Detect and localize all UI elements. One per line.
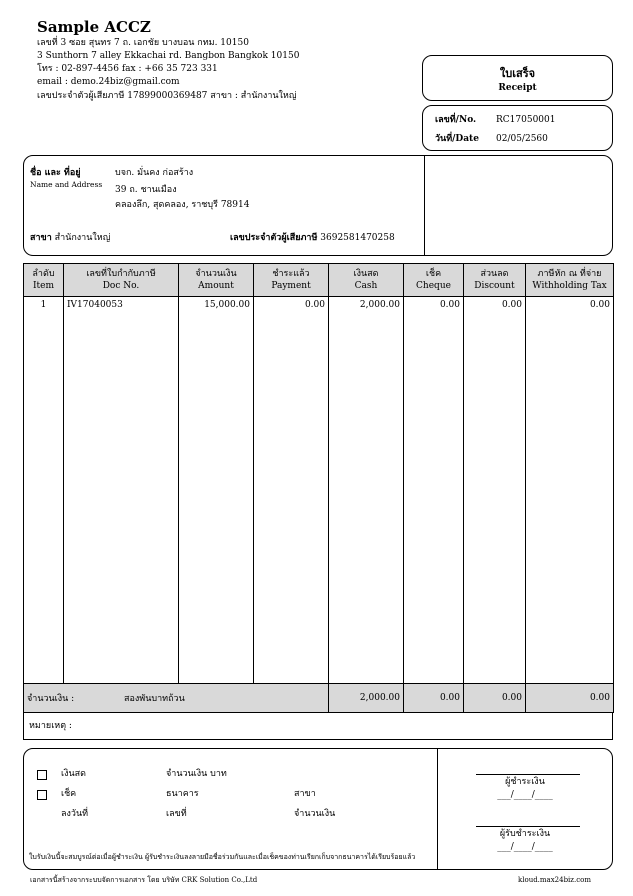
customer-address-2: คลองลึก, สุดคลอง, ราชบุรี 78914 [115,200,250,210]
doc-info-box [422,105,613,151]
company-tax-line: เลขประจำตัวผู้เสียภาษี 17899000369487 สาขา : สำนักงานใหญ่ [37,91,297,101]
remark-label: หมายเหตุ : [29,721,72,731]
items-table [23,263,614,713]
company-name: Sample ACCZ [37,18,151,36]
customer-name: บจก. มั่นคง ก่อสร้าง [115,168,194,178]
customer-divider [424,156,425,255]
doc-date-label: วันที่/Date [435,134,479,144]
doc-no-value: RC17050001 [496,115,556,125]
cell-discount: 0.00 [464,297,526,311]
cell-doc-no: IV17040053 [64,297,179,311]
payer-date-blank: ___/____/____ [497,790,553,800]
cell-cash: 2,000.00 [329,297,404,311]
footer-right: kloud.max24biz.com [518,876,591,884]
cell-payment: 0.00 [254,297,329,311]
total-label: จำนวนเงิน : [27,694,75,704]
company-address-en: 3 Sunthorn 7 alley Ekkachai rd. Bangbon Bangkok 10150 [37,51,300,61]
header-cheque: เช็ค Cheque [404,264,464,297]
customer-label-en: Name and Address [30,180,103,189]
header-withholding-tax: ภาษีหัก ณ ที่จ่าย Withholding Tax [526,264,614,297]
header-cash: เงินสด Cash [329,264,404,297]
customer-tax-label: เลขประจำตัวผู้เสียภาษี [230,233,318,243]
company-address-th: เลขที่ 3 ซอย สุนทร 7 ถ. เอกชัย บางบอน กทม. 10150 [37,38,249,48]
total-cash: 2,000.00 [329,684,404,713]
payer-signature-line [476,774,580,775]
customer-tax-value: 3692581470258 [320,233,395,243]
receiver-signature-line [476,826,580,827]
cell-cheque: 0.00 [404,297,464,311]
cheque-label: เช็ค [61,789,77,799]
receipt-title-box [422,55,613,101]
table-filler-row [24,310,614,684]
bank-label: ธนาคาร [166,789,199,799]
header-payment: ชำระแล้ว Payment [254,264,329,297]
footer-left: เอกสารนี้สร้างจากระบบจัดการเอกสาร โดย บริษัท CRK Solution Co.,Ltd [30,876,258,884]
table-header-row [24,264,614,297]
amount-label: จำนวนเงิน [294,809,336,819]
cheque-checkbox[interactable] [37,790,47,800]
company-email: email : demo.24biz@gmail.com [37,77,180,87]
amount-baht-label: จำนวนเงิน บาท [166,769,227,779]
header-discount: ส่วนลด Discount [464,264,526,297]
company-phone: โทร : 02-897-4456 fax : +66 35 723 331 [37,64,218,74]
cell-amount: 15,000.00 [179,297,254,311]
payment-box [23,748,613,870]
cell-item: 1 [24,297,64,311]
total-withholding-tax: 0.00 [526,684,614,713]
doc-no-label: เลขที่/No. [435,115,477,125]
branch-pay-label: สาขา [294,789,316,799]
doc-date-value: 02/05/2560 [496,134,548,144]
total-cheque: 0.00 [404,684,464,713]
header-doc-no: เลขที่ใบกำกับภาษี Doc No. [64,264,179,297]
number-label: เลขที่ [166,809,187,819]
cell-withholding-tax: 0.00 [526,297,614,311]
header-item: ลำดับ Item [24,264,64,297]
branch-label: สาขา [30,233,52,243]
table-row [24,297,614,311]
doc-title-th: ใบเสร็จ [499,67,536,80]
cash-checkbox[interactable] [37,770,47,780]
customer-box [23,155,613,256]
dated-label: ลงวันที่ [61,809,89,819]
payer-label: ผู้ชำระเงิน [505,777,545,787]
payment-note: ใบรับเงินนี้จะสมบูรณ์ต่อเมื่อผู้ชำระเงิน ผู้รับชำระเงินลงลายมือชื่อร่วมกันและเมื่อเช็คของท่านเรียกเก็บจากธนาคารได้เรียบร้อยแล้ว [29,853,416,861]
branch-value: สำนักงานใหญ่ [54,233,111,243]
remark-box [23,712,613,740]
total-discount: 0.00 [464,684,526,713]
customer-address-1: 39 ถ. ชานเมือง [115,185,177,195]
customer-label-th: ชื่อ และ ที่อยู่ [30,168,81,178]
receiver-label: ผู้รับชำระเงิน [499,829,551,839]
cash-label: เงินสด [61,769,86,779]
receiver-date-blank: ___/____/____ [497,842,553,852]
table-total-row [24,684,614,713]
total-in-words: สองพันบาทถ้วน [124,694,185,704]
doc-title-en: Receipt [498,83,537,93]
header-amount: จำนวนเงิน Amount [179,264,254,297]
